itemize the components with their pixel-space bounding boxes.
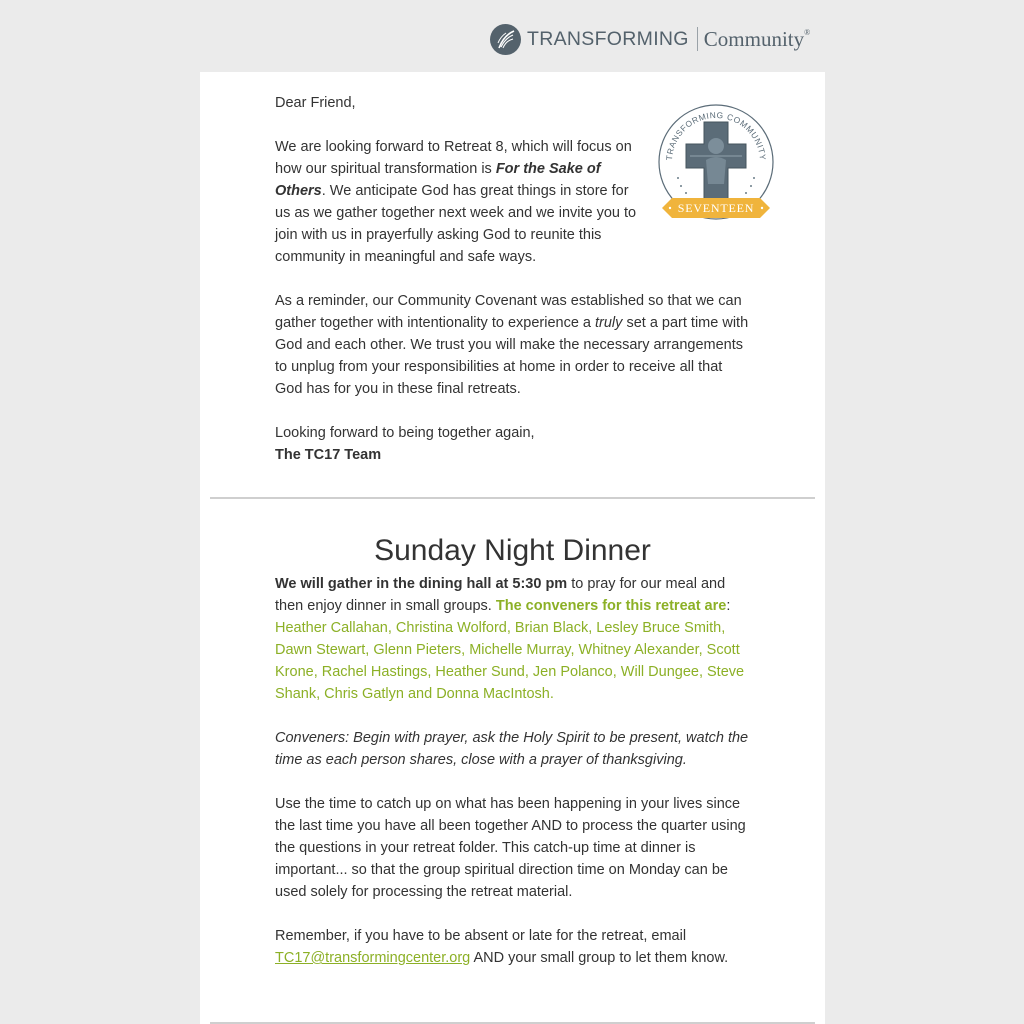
- svg-text:TRANSFORMING COMMUNITY: TRANSFORMING COMMUNITY: [663, 109, 769, 161]
- logo-wordmark-transforming: TRANSFORMING: [527, 27, 689, 50]
- email-header: [0, 0, 1024, 72]
- transforming-community-logo[interactable]: [490, 24, 810, 54]
- intro-paragraph-1: We are looking forward to Retreat 8, which will focus on how our spiritual transformation is For the Sake of Others. We anticipate God has great things in store for us as we gather together next week and we invite you to join with us in prayerfully asking God to reunite this community in meaningful and safe ways.: [275, 139, 637, 265]
- dinner-paragraph-3: Use the time to catch up on what has been happening in your lives since the last time you have all been together AND to process the quarter using the questions in your retreat folder. This catch-up time at dinner is important... so that the group spiritual direction time on Monday can be used solely for processing the retreat material.: [275, 796, 746, 900]
- signature: The TC17 Team: [275, 447, 382, 463]
- closing-line: Looking forward to being together again,: [275, 425, 535, 441]
- logo-divider: [697, 27, 698, 51]
- conveners-instructions: Conveners: Begin with prayer, ask the Holy Spirit to be present, watch the time as each person shares, close with a prayer of thanksgiving.: [275, 730, 749, 768]
- section-divider: [210, 497, 815, 499]
- leaf-circle-icon: [490, 24, 521, 55]
- dinner-section: [275, 573, 753, 991]
- greeting: Dear Friend,: [275, 95, 356, 111]
- email-body-card: [200, 72, 825, 1024]
- intro-paragraph-2: As a reminder, our Community Covenant was established so that we can gather together with intentionality to experience a truly set a part time with God and each other. We trust you will make the necessary arrangements to unplug from your responsibilities at home in order to receive all that God has for you in these final retreats.: [275, 293, 749, 397]
- intro-letter: [275, 92, 753, 466]
- section-title: Sunday Night Dinner: [374, 534, 651, 567]
- closing-block: [275, 422, 753, 466]
- dinner-paragraph-1: We will gather in the dining hall at 5:30 pm to pray for our meal and then enjoy dinner in small groups. The conveners for this retreat are: Heather Callahan, Christina Wolford, Brian Black, Lesley Bruce Smith, Dawn Stewart, Glenn Pieters, Michelle Murray, Whitney Alexander, Scott Krone, Rachel Hastings, Heather Sund, Jen Polanco, Will Dungee, Steve Shank, Chris Gatlyn and Donna MacIntosh.: [275, 576, 745, 702]
- svg-text:SEVENTEEN: SEVENTEEN: [677, 201, 755, 215]
- email-link[interactable]: TC17@transformingcenter.org: [275, 950, 471, 966]
- dinner-paragraph-4: Remember, if you have to be absent or late for the retreat, email TC17@transformingcenter.org AND your small group to let them know.: [275, 928, 729, 966]
- logo-wordmark-community: Community®: [703, 26, 811, 51]
